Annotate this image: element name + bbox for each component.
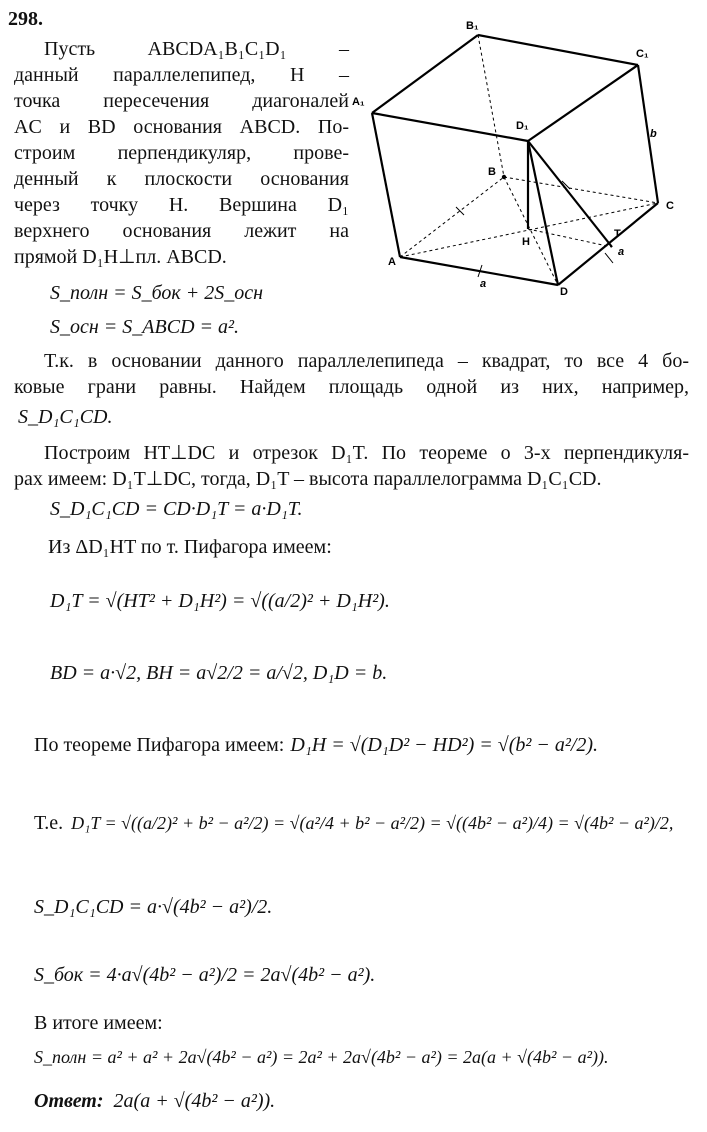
paragraph-1-line1: Т.к. в основании данного параллелепипеда – квадрат, то все 4 бо- bbox=[44, 350, 689, 372]
edge-c1d1 bbox=[528, 65, 638, 141]
label-h: H bbox=[522, 236, 530, 248]
label-a-bottom: a bbox=[480, 278, 487, 290]
equation-face-area: S_D₁C₁CD = CD·D₁T = a·D₁T. bbox=[50, 498, 303, 520]
paragraph-1-line2: ковые грани равны. Найдем площадь одной из них, например, bbox=[14, 376, 689, 398]
equation-d1h: D₁H = √(D₁D² − HD²) = √(b² − a²/2). bbox=[290, 734, 599, 756]
label-c1: C₁ bbox=[636, 48, 649, 60]
label-b1: B₁ bbox=[466, 20, 479, 32]
label-a-right: a bbox=[618, 246, 625, 258]
answer-label: Ответ: bbox=[34, 1090, 104, 1112]
result-label: В итоге имеем: bbox=[34, 1012, 163, 1034]
intro-line: AC и BD основания ABCD. По- bbox=[14, 116, 349, 138]
answer-row bbox=[34, 1090, 275, 1113]
edge-ad bbox=[400, 257, 558, 285]
equation-s-side: S_бок = 4·a√(4b² − a²)/2 = 2a√(4b² − a²). bbox=[34, 964, 376, 986]
paragraph-2-line1: Построим HT⊥DC и отрезок D₁T. По теореме о 3-х перпендикуля- bbox=[44, 442, 689, 464]
label-a: A bbox=[388, 256, 396, 268]
intro-line: через точку H. Вершина D₁ bbox=[14, 194, 349, 216]
edge-d1d bbox=[528, 141, 558, 285]
intro-line: точка пересечения диагоналей bbox=[14, 90, 349, 112]
diagonal-bd bbox=[504, 177, 558, 285]
edge-d1a1 bbox=[372, 113, 528, 141]
segment-d1t bbox=[528, 141, 612, 247]
label-b: B bbox=[488, 166, 496, 178]
intro-line: верхнего основания лежит на bbox=[14, 220, 349, 242]
equation-d1t-full: D₁T = √((a/2)² + b² − a²/2) = √(a²/4 + b² − a²/2) = √((4b² − a²)/4) = √(4b² − a²)/2, bbox=[71, 813, 674, 833]
equation-d1h-row bbox=[34, 734, 598, 757]
intro-text bbox=[14, 36, 349, 270]
paragraph-1-line3: S_D₁C₁CD. bbox=[18, 406, 113, 428]
label-d: D bbox=[560, 286, 568, 298]
label-a1: A₁ bbox=[352, 96, 365, 108]
formula-full-area: S_полн = S_бок + 2S_осн bbox=[50, 282, 264, 304]
edge-b1b bbox=[478, 35, 504, 177]
answer-value: 2a(a + √(4b² − a²)). bbox=[113, 1090, 276, 1112]
parallelepiped-figure bbox=[350, 15, 695, 300]
intro-line: строим перпендикуляр, прове- bbox=[14, 142, 349, 164]
pythagoras-intro: Из ΔD₁HT по т. Пифагора имеем: bbox=[48, 536, 332, 558]
intro-line: данный параллелепипед, H – bbox=[14, 64, 349, 86]
intro-line: прямой D₁H⊥пл. ABCD. bbox=[14, 246, 227, 268]
edge-b1c1 bbox=[478, 35, 638, 65]
tick-marks bbox=[456, 181, 613, 277]
equation-d1t-full-row bbox=[34, 812, 673, 835]
formula-base-area: S_осн = S_ABCD = a². bbox=[50, 316, 240, 338]
point-b bbox=[502, 175, 506, 179]
edge-a1b1 bbox=[372, 35, 478, 113]
equation-s-full: S_полн = a² + a² + 2a√(4b² − a²) = 2a² + 2a√(4b² − a²) = 2a(a + √(4b² − a²)). bbox=[34, 1047, 609, 1067]
edge-a1a bbox=[372, 113, 400, 257]
equation-d1t: D₁T = √(HT² + D₁H²) = √((a/2)² + D₁H²). bbox=[50, 590, 390, 612]
pythagoras-label: По теореме Пифагора имеем: bbox=[34, 734, 285, 756]
problem-number: 298. bbox=[8, 8, 43, 30]
te-label: Т.е. bbox=[34, 812, 64, 834]
equation-bd-bh: BD = a·√2, BH = a√2/2 = a/√2, D₁D = b. bbox=[50, 662, 388, 684]
label-d1: D₁ bbox=[516, 120, 529, 132]
edge-ab bbox=[400, 177, 504, 257]
edge-dc bbox=[558, 203, 658, 285]
label-t: T bbox=[614, 228, 621, 240]
intro-line: денный к плоскости основания bbox=[14, 168, 349, 190]
intro-line: Пусть ABCDA₁B₁C₁D₁ – bbox=[44, 38, 349, 60]
label-b-edge: b bbox=[650, 128, 657, 140]
label-c: C bbox=[666, 200, 674, 212]
paragraph-2-line2: рах имеем: D₁T⊥DC, тогда, D₁T – высота параллелограмма D₁C₁CD. bbox=[14, 468, 602, 490]
equation-s-face: S_D₁C₁CD = a·√(4b² − a²)/2. bbox=[34, 896, 273, 918]
